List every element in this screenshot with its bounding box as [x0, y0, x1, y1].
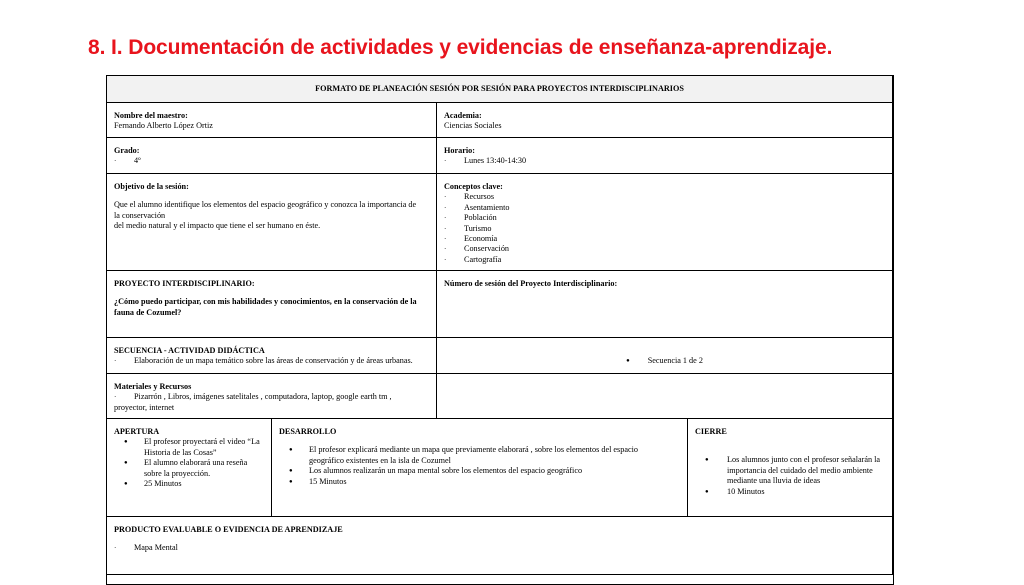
product-value: · Mapa Mental: [114, 543, 885, 553]
materials-cell: [107, 374, 437, 419]
opening-item: ● El alumno elaborará una reseña sobre la proyección.: [114, 458, 264, 479]
grade-label: Grado:: [114, 146, 140, 155]
closing-item: ● Los alumnos junto con el profesor señalarán la importancia del cuidado del medio ambiente mediante una lluvia de ideas: [695, 455, 885, 486]
materials-empty-cell: [437, 374, 893, 419]
bullet-icon: ●: [626, 358, 630, 364]
schedule-cell: [437, 138, 893, 174]
sequence-label: SECUENCIA - ACTIVIDAD DIDÁCTICA: [114, 346, 265, 355]
project-question: ¿Cómo puedo participar, con mis habilidades y conocimientos, en la conservación de la fauna de Cozumel?: [114, 297, 417, 317]
concept-item: · Economía: [444, 234, 885, 244]
opening-item: ● El profesor proyectará el video “La Historia de las Cosas”: [114, 437, 264, 458]
materials-value-cont: proyector, internet: [114, 402, 175, 412]
materials-value: · Pizarrón , Libros, imágenes satelitales , computadora, laptop, google earth tm ,: [114, 392, 429, 402]
teacher-label: Nombre del maestro:: [114, 111, 188, 120]
planning-form-table: [106, 75, 894, 585]
teacher-cell: [107, 103, 437, 138]
concept-item: · Conservación: [444, 244, 885, 254]
materials-label: Materiales y Recursos: [114, 382, 192, 391]
academy-label: Academia:: [444, 111, 482, 120]
concepts-cell: [437, 174, 893, 271]
objective-line: del medio natural y el impacto que tiene el ser humano en éste.: [114, 221, 321, 231]
sequence-count-cell: [437, 338, 893, 374]
opening-label: APERTURA: [114, 427, 160, 436]
teacher-value: Fernando Alberto López Ortiz: [114, 121, 213, 131]
development-cell: [272, 419, 688, 517]
objective-cell: [107, 174, 437, 271]
development-item: ● 15 Minutos: [279, 477, 680, 487]
closing-item: ● 10 Minutos: [695, 487, 885, 497]
closing-cell: [688, 419, 893, 517]
concept-item: · Cartografía: [444, 255, 885, 265]
academy-value: Ciencias Sociales: [444, 121, 502, 131]
opening-cell: [107, 419, 272, 517]
grade-value: · 4º: [114, 156, 429, 166]
objective-label: Objetivo de la sesión:: [114, 182, 189, 191]
sequence-cell: [107, 338, 437, 374]
development-item: ● El profesor explicará mediante un mapa que previamente elaborará , sobre los elementos del espacio geográfico existentes en la isla de Cozumel: [279, 445, 680, 466]
form-header: FORMATO DE PLANEACIÓN SESIÓN POR SESIÓN PARA PROYECTOS INTERDISCIPLINARIOS: [107, 76, 893, 103]
session-number-cell: [437, 271, 893, 338]
concept-item: · Asentamiento: [444, 203, 885, 213]
sequence-count: Secuencia 1 de 2: [647, 356, 703, 366]
academy-cell: [437, 103, 893, 138]
concept-item: · Población: [444, 213, 885, 223]
closing-label: CIERRE: [695, 427, 727, 436]
development-label: DESARROLLO: [279, 427, 337, 436]
development-item: ● Los alumnos realizarán un mapa mental sobre los elementos del espacio geográfico: [279, 466, 680, 476]
schedule-label: Horario:: [444, 146, 475, 155]
product-cell: [107, 517, 893, 575]
concept-item: · Turismo: [444, 224, 885, 234]
schedule-value: · Lunes 13:40-14:30: [444, 156, 885, 166]
product-label: PRODUCTO EVALUABLE O EVIDENCIA DE APRENDIZAJE: [114, 525, 343, 534]
session-number-label: Número de sesión del Proyecto Interdisciplinario:: [444, 279, 618, 288]
opening-item: ● 25 Minutos: [114, 479, 264, 489]
sequence-value: · Elaboración de un mapa temático sobre las áreas de conservación y de áreas urbanas.: [114, 356, 429, 366]
concept-item: · Recursos: [444, 192, 885, 202]
objective-line: la conservación: [114, 210, 166, 220]
project-cell: [107, 271, 437, 338]
project-label: PROYECTO INTERDISCIPLINARIO:: [114, 279, 255, 288]
concepts-label: Conceptos clave:: [444, 182, 503, 191]
page-title: 8. I. Documentación de actividades y evidencias de enseñanza-aprendizaje.: [88, 36, 833, 59]
grade-cell: [107, 138, 437, 174]
objective-line: Que el alumno identifique los elementos del espacio geográfico y conozca la importancia de: [114, 200, 417, 210]
